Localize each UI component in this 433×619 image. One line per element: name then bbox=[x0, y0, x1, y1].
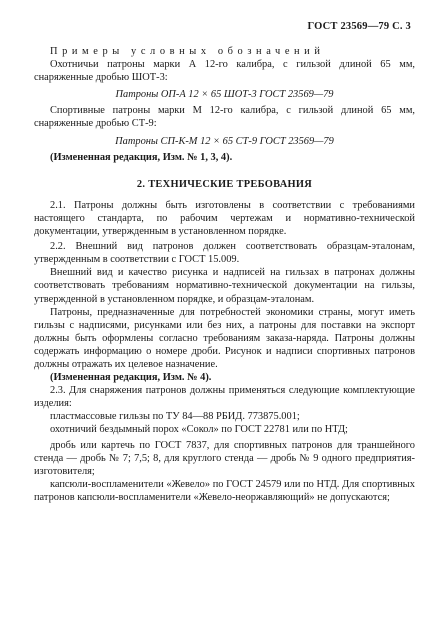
example2-formula: Патроны СП-К-М 12 × 65 СТ-9 ГОСТ 23569—79 bbox=[115, 135, 334, 147]
paragraph-2-2c: Патроны, предназначенные для потребностей экономики страны, могут иметь гильзы с надписями, рисунками или без них, а патроны для поставки на экспорт должны быть оформлены согласно требованиям заказа-наряда. Патроны должны содержать информацию о номере дроби. Рисунок и надписи спортивных патронов должны отражать их целевое назначение. bbox=[34, 306, 415, 370]
list-item: пластмассовые гильзы по ТУ 84—88 РБИД. 773875.001; bbox=[50, 411, 300, 423]
section-title: 2. ТЕХНИЧЕСКИЕ ТРЕБОВАНИЯ bbox=[136, 178, 313, 190]
example2-text: Спортивные патроны марки М 12-го калибра, с гильзой длиной 65 мм, снаряженные дробью СТ-9: bbox=[34, 105, 415, 130]
example1-formula: Патроны ОП-А 12 × 65 ШОТ-3 ГОСТ 23569—79 bbox=[115, 89, 334, 101]
paragraph-2-2: 2.2. Внешний вид патронов должен соответствовать образцам-эталонам, утвержденным в соответствии с ГОСТ 15.009. bbox=[34, 241, 415, 266]
list-item: дробь или картечь по ГОСТ 7837, для спортивных патронов для траншейного стенда — дробь № 7; 7,5; 8, для круглого стенда — дробь № 9 одного предприятия-изготовителя; bbox=[34, 439, 415, 477]
document-body bbox=[34, 45, 415, 504]
paragraph-2-1: 2.1. Патроны должны быть изготовлены в соответствии с требованиями настоящего стандарта, по рабочим чертежам и нормативно-технической документации, утвержденным в установленном порядке. bbox=[34, 199, 415, 238]
list-item: охотничий бездымный порох «Сокол» по ГОСТ 22781 или по НТД; bbox=[50, 424, 348, 436]
change-note-1: (Измененная редакция, Изм. № 1, 3, 4). bbox=[50, 151, 233, 163]
examples-title: Примеры условных обозначений bbox=[50, 46, 325, 57]
page-header: ГОСТ 23569—79 С. 3 bbox=[307, 21, 411, 32]
change-note-2: (Измененная редакция, Изм. № 4). bbox=[50, 372, 212, 384]
paragraph-2-3: 2.3. Для снаряжения патронов должны применяться следующие комплектующие изделия: bbox=[34, 385, 415, 410]
example1-text: Охотничьи патроны марки А 12-го калибра, с гильзой длиной 65 мм, снаряженные дробью ШОТ-3: bbox=[34, 59, 415, 84]
paragraph-2-2b: Внешний вид и качество рисунка и надписей на гильзах в патронах должны соответствовать требованиям нормативно-технической документации на гильзы, утвержденной в установленном порядке, и образцам-эталонам. bbox=[34, 267, 415, 305]
list-item: капсюли-воспламенители «Жевело» по ГОСТ 24579 или по НТД. Для спортивных патронов капсюли-воспламенители «Жевело-неоржавляющий» не допускаются; bbox=[34, 478, 415, 503]
